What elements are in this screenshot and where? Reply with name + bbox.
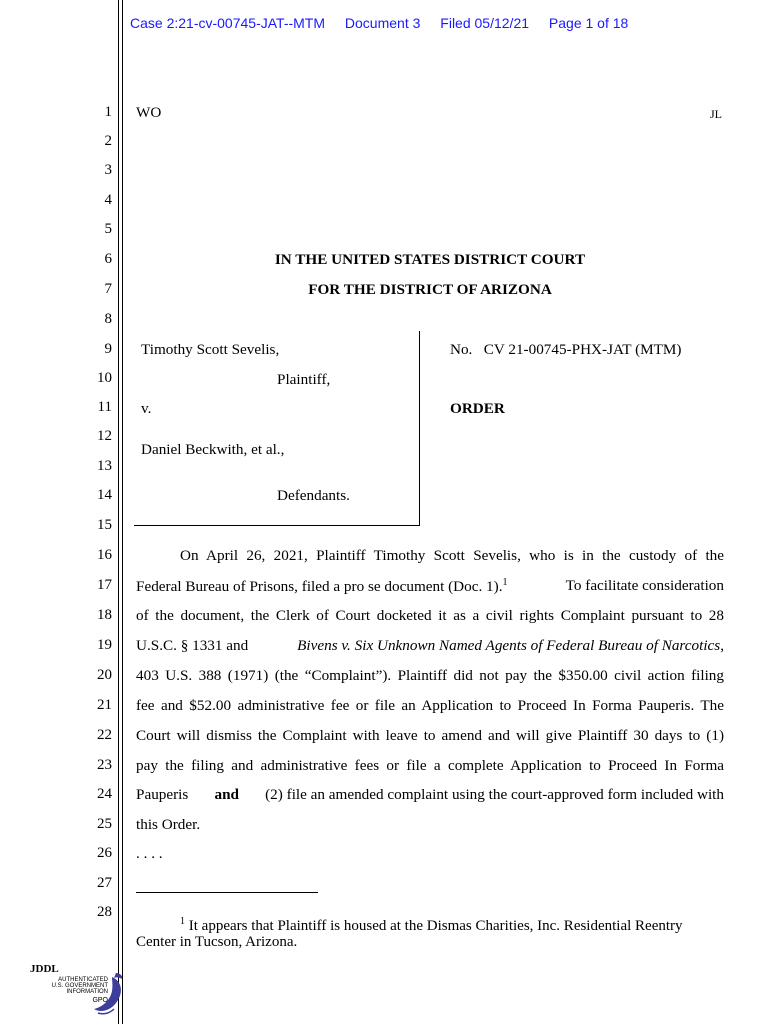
line-number: 5	[104, 221, 112, 237]
body-line	[136, 786, 724, 804]
plaintiff-role: Plaintiff,	[277, 371, 331, 388]
line-number: 24	[97, 786, 112, 802]
body-line-segment: Pauperis	[136, 786, 189, 803]
case-number-header: Case 2:21-cv-00745-JAT--MTM	[130, 15, 326, 31]
caption-vertical-rule	[419, 331, 420, 525]
jddl-label: JDDL	[30, 963, 59, 975]
document-title: ORDER	[450, 400, 505, 417]
footnote-reference: 1	[502, 577, 508, 588]
plaintiff-name: Timothy Scott Sevelis,	[141, 341, 280, 358]
line-number: 28	[97, 904, 112, 920]
line-number: 2	[104, 133, 112, 149]
line-number: 25	[97, 816, 112, 832]
line-number: 11	[97, 399, 112, 415]
line-number: 14	[97, 487, 112, 503]
body-line: 403 U.S. 388 (1971) (the “Complaint”). Plaintiff did not pay the $350.00 civil action filing	[136, 667, 724, 684]
line-number: 20	[97, 667, 112, 683]
page-number-header: Page 1 of 18	[548, 15, 629, 31]
line-number: 21	[97, 697, 112, 713]
body-line: fee and $52.00 administrative fee or file an Application to Proceed In Forma Pauperis. The	[136, 697, 724, 714]
body-line: On April 26, 2021, Plaintiff Timothy Scott Sevelis, who is in the custody of the	[180, 547, 724, 564]
line-number: 18	[97, 607, 112, 623]
court-name: IN THE UNITED STATES DISTRICT COURT	[274, 251, 586, 268]
eagle-icon	[26, 963, 126, 1018]
body-line: this Order.	[136, 816, 201, 833]
body-line-segment: (2) file an amended complaint using the court-approved form included with	[265, 786, 724, 803]
line-number: 26	[97, 845, 112, 861]
defendant-name: Daniel Beckwith, et al.,	[141, 441, 285, 458]
footnote-separator	[136, 892, 318, 893]
line-number: 7	[104, 281, 112, 297]
line-number: 22	[97, 727, 112, 743]
left-margin-rule-inner	[122, 0, 123, 1024]
line-number: 6	[104, 251, 112, 267]
line-number: 4	[104, 192, 112, 208]
ecf-header	[130, 15, 644, 31]
left-margin-rule-outer	[118, 0, 119, 1024]
line-number: 23	[97, 757, 112, 773]
line-number: 27	[97, 875, 112, 891]
emphasis-and: and	[214, 786, 239, 803]
defendant-role: Defendants.	[277, 487, 350, 504]
line-number: 9	[104, 341, 112, 357]
body-line	[136, 577, 724, 596]
filed-date-header: Filed 05/12/21	[440, 15, 530, 31]
body-line: of the document, the Clerk of Court docketed it as a civil rights Complaint pursuant to 28	[136, 607, 724, 624]
line-number: 13	[97, 458, 112, 474]
line-number: 16	[97, 547, 112, 563]
case-number: No. CV 21-00745-PHX-JAT (MTM)	[450, 341, 682, 358]
body-line-segment: Bivens v. Six Unknown Named Agents of Federal Bureau of Narcotics,	[297, 637, 724, 654]
versus: v.	[141, 400, 152, 417]
line-number: 3	[104, 162, 112, 178]
wo-code: WO	[136, 104, 162, 121]
body-line	[136, 637, 724, 655]
body-line-segment: Federal Bureau of Prisons, filed a pro se document (Doc. 1).$^1$	[136, 577, 508, 596]
line-number: 8	[104, 311, 112, 327]
body-line: Court will dismiss the Complaint with leave to amend and will give Plaintiff 30 days to (1)	[136, 727, 724, 744]
document-number-header: Document 3	[344, 15, 421, 31]
court-district: FOR THE DISTRICT OF ARIZONA	[308, 281, 552, 298]
line-number: 19	[97, 637, 112, 653]
footnote	[136, 914, 726, 950]
gpo-authentication-seal	[26, 963, 126, 1018]
jl-code: JL	[710, 107, 722, 121]
line-number: 12	[97, 428, 112, 444]
body-line-segment: U.S.C. § 1331 and	[136, 637, 249, 654]
caption-horizontal-rule	[134, 525, 420, 526]
footnote-marker: 1	[180, 916, 185, 927]
ellipsis-line: . . . .	[136, 845, 163, 862]
gpo-seal-text: AUTHENTICATED U.S. GOVERNMENT INFORMATION GPO	[51, 977, 108, 1004]
case-citation: Bivens v. Six Unknown Named Agents of Federal Bureau of Narcotics	[297, 637, 721, 654]
line-number: 1	[104, 104, 112, 120]
line-number: 15	[97, 517, 112, 533]
line-number: 17	[97, 577, 112, 593]
line-number: 10	[97, 370, 112, 386]
body-line-segment: To facilitate consideration	[565, 577, 724, 594]
footnote-text: It appears that Plaintiff is housed at the Dismas Charities, Inc. Residential Reentry Center in Tucson, Arizona.	[136, 918, 683, 950]
body-line: pay the filing and administrative fees or file a complete Application to Proceed In Forma	[136, 757, 724, 774]
